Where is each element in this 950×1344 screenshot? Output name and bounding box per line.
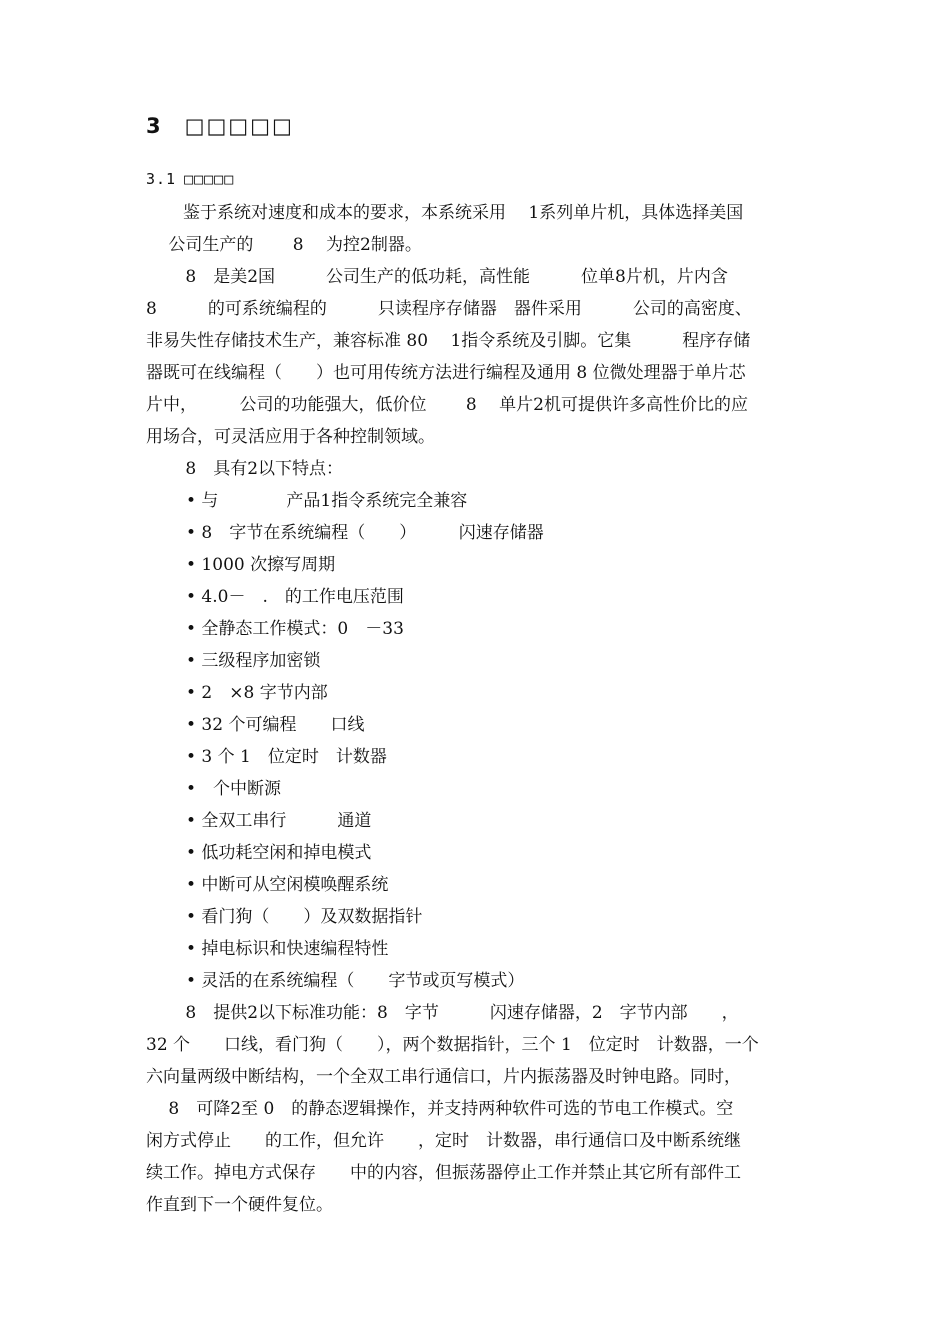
- paragraph2-line: 用场合，可灵活应用于各种控制领域。: [146, 427, 435, 447]
- feature-item: • 三级程序加密锁: [186, 651, 321, 671]
- paragraph3-line: 六向量两级中断结构，一个全双工串行通信口，片内振荡器及时钟电路。同时，: [146, 1067, 741, 1087]
- section-title: □□□□□: [184, 170, 235, 188]
- paragraph1-line: 鉴于系统对速度和成本的要求，本系统采用 1系列单片机，具体选择美国: [183, 203, 744, 223]
- feature-item: • 2 ×8 字节内部: [186, 683, 328, 703]
- chapter-title: □□□□□: [184, 114, 294, 138]
- paragraph3-line: 32 个 口线，看门狗（ ），两个数据指针，三个 1 位定时 计数器，一个: [146, 1035, 759, 1055]
- paragraph2-line: 非易失性存储技术生产，兼容标准 80 1指令系统及引脚。它集 程序存储: [146, 331, 751, 351]
- feature-item: • 掉电标识和快速编程特性: [186, 939, 389, 959]
- paragraph2-line: 8 的可系统编程的 只读程序存储器 器件采用 公司的高密度、: [146, 299, 752, 319]
- chapter-number: 3: [146, 114, 163, 138]
- section-heading: [146, 170, 234, 188]
- feature-item: • 个中断源: [186, 779, 282, 799]
- feature-item: • 中断可从空闲模唤醒系统: [186, 875, 389, 895]
- features-intro: 8 具有2以下特点：: [146, 459, 344, 479]
- paragraph3-line: 8 可降2至 0 的静态逻辑操作，并支持两种软件可选的节电工作模式。空: [146, 1099, 734, 1119]
- paragraph2-line: 器既可在线编程（ ）也可用传统方法进行编程及通用 8 位微处理器于单片芯: [146, 363, 746, 383]
- feature-item: • 看门狗（ ）及双数据指针: [186, 907, 423, 927]
- feature-item: • 低功耗空闲和掉电模式: [186, 843, 372, 863]
- feature-item: • 全静态工作模式：0 －33: [186, 619, 404, 639]
- feature-item: • 3 个 1 位定时 计数器: [186, 747, 387, 767]
- paragraph3-line: 续工作。掉电方式保存 中的内容，但振荡器停止工作并禁止其它所有部件工: [146, 1163, 741, 1183]
- paragraph2-line: 8 是美2国 公司生产的低功耗，高性能 位单8片机，片内含: [146, 267, 728, 287]
- feature-item: • 8 字节在系统编程（ ） 闪速存储器: [186, 523, 544, 543]
- paragraph2-line: 片中， 公司的功能强大，低价位 8 单片2机可提供许多高性价比的应: [146, 395, 748, 415]
- feature-item: • 全双工串行 通道: [186, 811, 372, 831]
- feature-item: • 4.0－ . 的工作电压范围: [186, 587, 404, 607]
- chapter-heading: [146, 114, 294, 138]
- feature-item: • 32 个可编程 口线: [186, 715, 365, 735]
- feature-item: • 与 产品1指令系统完全兼容: [186, 491, 468, 511]
- section-number: 3.1: [146, 170, 177, 188]
- paragraph3-line: 作直到下一个硬件复位。: [146, 1195, 333, 1215]
- feature-item: • 灵活的在系统编程（ 字节或页写模式）: [186, 971, 525, 991]
- paragraph1-line: 公司生产的 8 为控2制器。: [146, 235, 422, 255]
- feature-item: • 1000 次擦写周期: [186, 555, 336, 575]
- paragraph3-line: 8 提供2以下标准功能：8 字节 闪速存储器，2 字节内部 ，: [146, 1003, 739, 1023]
- paragraph3-line: 闲方式停止 的工作，但允许 ，定时 计数器，串行通信口及中断系统继: [146, 1131, 741, 1151]
